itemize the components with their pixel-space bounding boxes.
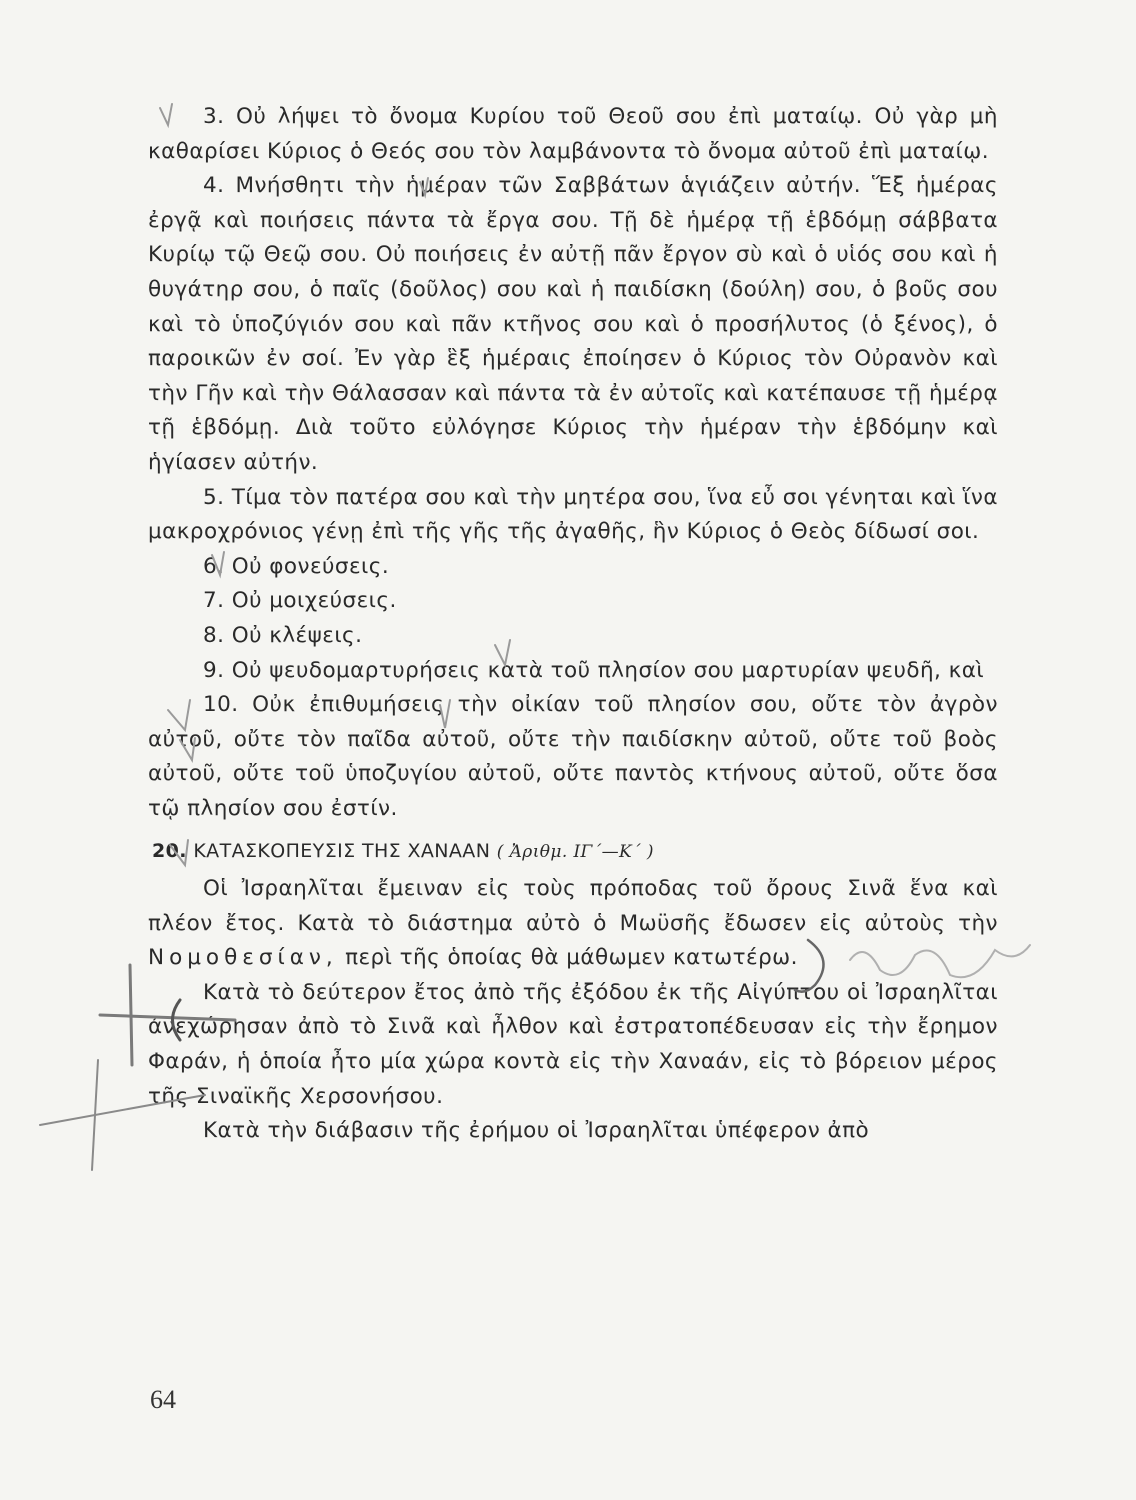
section-heading [148,834,998,870]
page-number: 64 [150,1385,176,1414]
section-reference: ( Ἀριθμ. ΙΓ΄—Κ΄ ) [496,842,654,863]
section-paragraph-2: Κατὰ τὸ δεύτερον ἔτος ἀπὸ τῆς ἐξόδου ἐκ τῆς Αἰγύπτου οἱ Ἰσραηλῖται ἀνεχώρησαν ἀπὸ τὸ Σινᾶ καὶ ἦλθον καὶ ἐστρατοπέδευσαν εἰς τὴν ἔρημον Φαράν, ἡ ὁποία ἦτο μία χώρα κοντὰ εἰς τὴν Χαναάν, εἰς τὸ βόρειον μέρος τῆς Σιναϊκῆς Χερσονήσου. [148,979,998,1109]
commandment-9: 9. Οὐ ψευδομαρτυρήσεις κατὰ τοῦ πλησίον σου μαρτυρίαν ψευδῆ, καὶ [203,657,985,683]
section-paragraph-1 [148,872,998,976]
cross-mark-icon [92,1060,98,1170]
section-paragraph-3: Κατὰ τὴν διάβασιν τῆς ἐρήμου οἱ Ἰσραηλῖται ὑπέφερον ἀπὸ [203,1118,870,1144]
commandment-7: 7. Οὐ μοιχεύσεις. [203,588,397,614]
section-title: ΚΑΤΑΣΚΟΠΕΥΣΙΣ ΤΗΣ ΧΑΝΑΑΝ [193,840,491,863]
commandment-10: 10. Οὐκ ἐπιθυμήσεις τὴν οἰκίαν τοῦ πλησίον σου, οὔτε τὸν ἀγρὸν αὐτοῦ, οὔτε τὸν παῖδα αὐτοῦ, οὔτε τὴν παιδίσκην αὐτοῦ, οὔτε τοῦ βοὸς αὐτοῦ, οὔτε τοῦ ὑποζυγίου αὐτοῦ, οὔτε παντὸς κτήνους αὐτοῦ, οὔτε ὅσα τῷ πλησίον σου ἐστίν. [148,692,998,821]
body-text [148,100,998,1149]
section-paragraph-1-end: περὶ τῆς ὁποίας θὰ μάθωμεν κατωτέρω. [345,945,798,971]
section-number: 20. [152,840,187,863]
section-paragraph-1-start: Οἱ Ἰσραηλῖται ἔμειναν εἰς τοὺς πρόποδας τοῦ ὄρους Σινᾶ ἕνα καὶ πλέον ἔτος. Κατὰ τὸ διάστημα αὐτὸ ὁ Μωϋσῆς ἔδωσεν εἰς αὐτοὺς τὴν [148,876,998,936]
commandment-8: 8. Οὐ κλέψεις. [203,622,363,648]
commandment-4: 4. Μνήσθητι τὴν ἡμέραν τῶν Σαββάτων ἁγιάζειν αὐτήν. Ἕξ ἡμέρας ἐργᾷ καὶ ποιήσεις πάντα τὰ ἔργα σου. Τῇ δὲ ἡμέρᾳ τῇ ἑβδόμῃ σάββατα Κυρίῳ τῷ Θεῷ σου. Οὐ ποιήσεις ἐν αὐτῇ πᾶν ἔργον σὺ καὶ ὁ υἱός σου καὶ ἡ θυγάτηρ σου, ὁ παῖς (δοῦλος) σου καὶ ἡ παιδίσκη (δούλη) σου, ὁ βοῦς σου καὶ τὸ ὑποζύγιόν σου καὶ πᾶν κτῆνος σου καὶ ὁ προσήλυτος (ὁ ξένος), ὁ παροικῶν ἐν σοί. Ἐν γὰρ ἓξ ἡμέραις ἐποίησεν ὁ Κύριος τὸν Οὐρανὸν καὶ τὴν Γῆν καὶ τὴν Θάλασσαν καὶ πάντα τὰ ἐν αὐτοῖς καὶ κατέπαυσε τῇ ἡμέρᾳ τῇ ἑβδόμῃ. Διὰ τοῦτο εὐλόγησε Κύριος τὴν ἡμέραν τὴν ἑβδόμην καὶ ἡγίασεν αὐτήν. [148,173,998,475]
commandment-5: 5. Τίμα τὸν πατέρα σου καὶ τὴν μητέρα σου, ἵνα εὖ σοι γένηται καὶ ἵνα μακροχρόνιος γένῃ ἐπὶ τῆς γῆς τῆς ἀγαθῆς, ἣν Κύριος ὁ Θεὸς δίδωσί σοι. [148,484,998,545]
spaced-term: Νομοθεσίαν, [148,945,338,971]
cross-mark-icon [130,965,132,1065]
commandment-6: 6. Οὐ φονεύσεις. [203,553,390,579]
commandment-3: 3. Οὐ λήψει τὸ ὄνομα Κυρίου τοῦ Θεοῦ σου ἐπὶ ματαίῳ. Οὐ γὰρ μὴ καθαρίσει Κύριος ὁ Θεός σου τὸν λαμβάνοντα τὸ ὄνομα αὐτοῦ ἐπὶ ματαίῳ. [148,104,998,164]
